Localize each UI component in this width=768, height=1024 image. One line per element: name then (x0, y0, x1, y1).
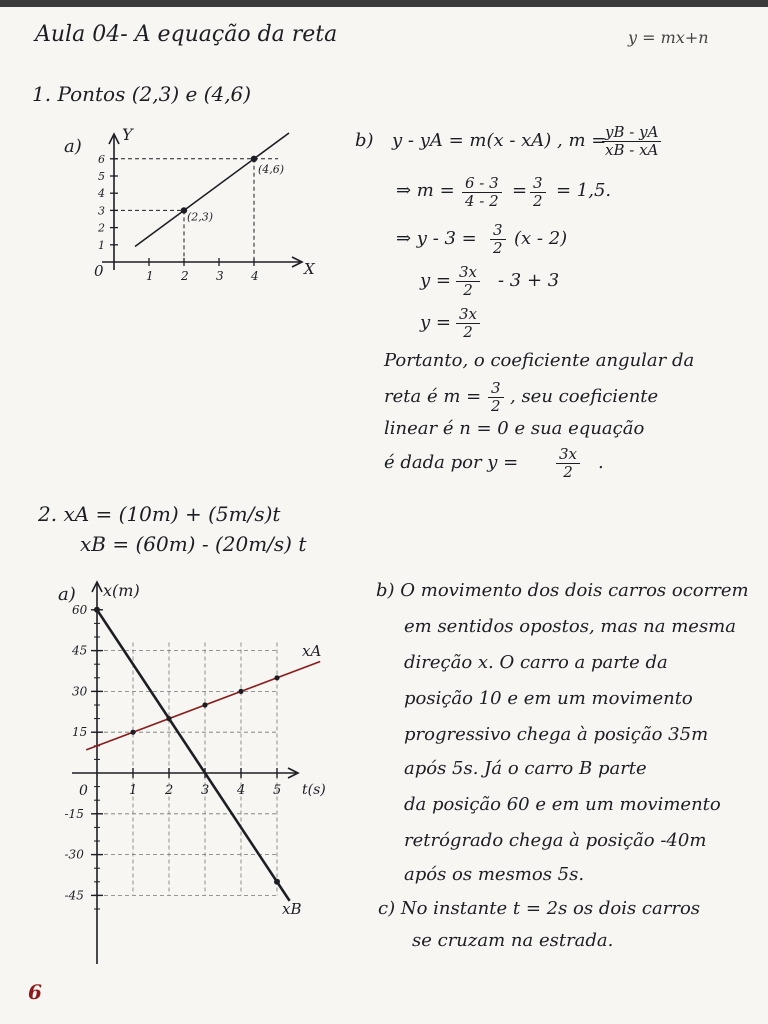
ex1-b-label: b) (355, 130, 374, 151)
chart2-series-xA-point (130, 730, 135, 735)
chart1-series-line (135, 133, 289, 247)
ex2-b-line: progressivo chega à posição 35m (404, 724, 709, 745)
chart2-x-label: t(s) (302, 782, 326, 798)
chart2-series-xA-label: xA (302, 642, 322, 660)
ex1-b-conclusion-2a: reta é m = (384, 386, 482, 407)
chart1-y-tick-label: 6 (98, 152, 105, 166)
chart2-series-xB-line (97, 610, 290, 901)
ex2-c-line: se cruzam na estrada. (412, 930, 614, 951)
ex2-c-line: c) No instante t = 2s os dois carros (378, 898, 701, 919)
chart1-y-tick-label: 4 (98, 187, 105, 201)
header-formula: y = mx+n (628, 28, 709, 47)
frac-den: 2 (563, 463, 573, 481)
chart2-y-tick-label: 15 (72, 725, 88, 740)
chart1-x-tick-label: 4 (251, 269, 259, 283)
ex2-b-line: retrógrado chega à posição -40m (404, 830, 707, 851)
chart1-point-label: (2,3) (187, 210, 214, 224)
frac-num: 6 - 3 (462, 175, 502, 193)
chart2-x-tick-label: 2 (165, 783, 174, 798)
ex1-b-conclusion-2b: , seu coeficiente (510, 386, 659, 407)
chart2-series-xA-point (238, 689, 243, 694)
chart1-origin-label: 0 (94, 262, 104, 280)
frac-den: 2 (463, 323, 473, 341)
chart1-y-tick-label: 5 (98, 170, 105, 183)
exercise2-equation-b: xB = (60m) - (20m/s) t (80, 532, 307, 556)
ex1-b-line3-b: (x - 2) (514, 228, 568, 249)
chart1-y-tick-label: 2 (98, 221, 105, 235)
chart-1 (64, 125, 316, 283)
chart2-y-tick-label: 30 (72, 684, 88, 699)
chart2-y-tick-label: -15 (64, 806, 84, 821)
frac-den: 4 - 2 (465, 192, 499, 210)
ex1-b-line4-b: - 3 + 3 (498, 270, 560, 291)
chart2-x-tick-label: 5 (273, 783, 282, 798)
frac-den: xB - xA (605, 141, 659, 159)
ex1-b-line2-b: = (512, 180, 528, 201)
chart2-y-tick-label: 60 (72, 602, 88, 617)
ex2-b-line: em sentidos opostos, mas na mesma (404, 616, 736, 637)
ex1-b-line2-c: = 1,5. (556, 180, 612, 201)
ex2-b-line: posição 10 e em um movimento (404, 688, 693, 709)
frac-den: 2 (533, 192, 543, 210)
chart1-x-tick-label: 2 (181, 269, 189, 283)
chart2-series-xB-point (274, 879, 280, 885)
chart2-y-tick-label: 45 (72, 643, 88, 658)
ex1-b-line5-a: y = (420, 312, 451, 333)
chart2-x-tick-label: 4 (237, 783, 246, 798)
chart-2 (58, 581, 326, 964)
chart1-x-label: X (304, 260, 315, 278)
chart1-x-tick-label: 3 (216, 269, 224, 283)
chart1-y-tick-label: 3 (98, 204, 105, 218)
chart2-series-xB-label: xB (282, 900, 302, 918)
chart1-y-label: Y (122, 125, 133, 144)
chart1-point (251, 156, 257, 162)
ex2-b-line: b) O movimento dos dois carros ocorrem (376, 580, 749, 601)
chart1-part-label: a) (64, 136, 82, 157)
chart2-series-xA-point (202, 702, 207, 707)
ex1-b-conclusion-1: Portanto, o coeficiente angular da (384, 350, 695, 371)
chart1-x-tick-label: 1 (146, 269, 154, 283)
chart2-x-tick-label: 1 (129, 783, 138, 798)
chart2-series-xB-point (94, 607, 100, 613)
chart1-point-label: (4,6) (258, 162, 285, 176)
ex1-b-conclusion-3: linear é n = 0 e sua equação (384, 418, 645, 439)
ex2-b-line: após 5s. Já o carro B parte (404, 758, 647, 779)
frac-num: 3 (530, 175, 546, 193)
frac-num: 3x (456, 264, 480, 282)
chart2-x-tick-label: 3 (201, 783, 210, 798)
exercise1-statement: 1. Pontos (2,3) e (4,6) (32, 82, 252, 106)
frac-den: 2 (493, 239, 503, 257)
frac-num: 3 (490, 222, 506, 240)
frac-den: 2 (491, 397, 501, 415)
ex1-b-conclusion-4b: . (598, 452, 604, 473)
page-title: Aula 04- A equação da reta (35, 22, 338, 47)
ex2-b-line: da posição 60 e em um movimento (404, 794, 721, 815)
ex1-b-line4-a: y = (420, 270, 451, 291)
chart2-part-label: a) (58, 584, 76, 605)
ex1-b-line3-a: ⇒ y - 3 = (396, 228, 477, 249)
frac-den: 2 (463, 281, 473, 299)
exercise2-equation-a: 2. xA = (10m) + (5m/s)t (38, 502, 281, 526)
chart2-origin-label: 0 (79, 783, 88, 799)
ex1-b-line2-a: ⇒ m = (396, 180, 455, 201)
chart2-y-tick-label: -45 (64, 888, 84, 903)
chart1-y-tick-label: 1 (98, 238, 105, 252)
frac-num: 3x (556, 446, 580, 464)
chart2-y-label: x(m) (103, 581, 140, 600)
ex2-b-line: após os mesmos 5s. (404, 864, 585, 885)
frac-num: 3 (488, 380, 504, 398)
frac-num: yB - yA (602, 124, 661, 142)
ex1-b-conclusion-4a: é dada por y = (384, 452, 519, 473)
ex1-b-line1: y - yA = m(x - xA) , m = (392, 130, 607, 151)
frac-num: 3x (456, 306, 480, 324)
ex2-b-line: direção x. O carro a parte da (404, 652, 668, 673)
page-number: 6 (28, 980, 42, 1004)
chart2-series-xA-point (274, 675, 279, 680)
chart2-y-tick-label: -30 (64, 847, 84, 862)
